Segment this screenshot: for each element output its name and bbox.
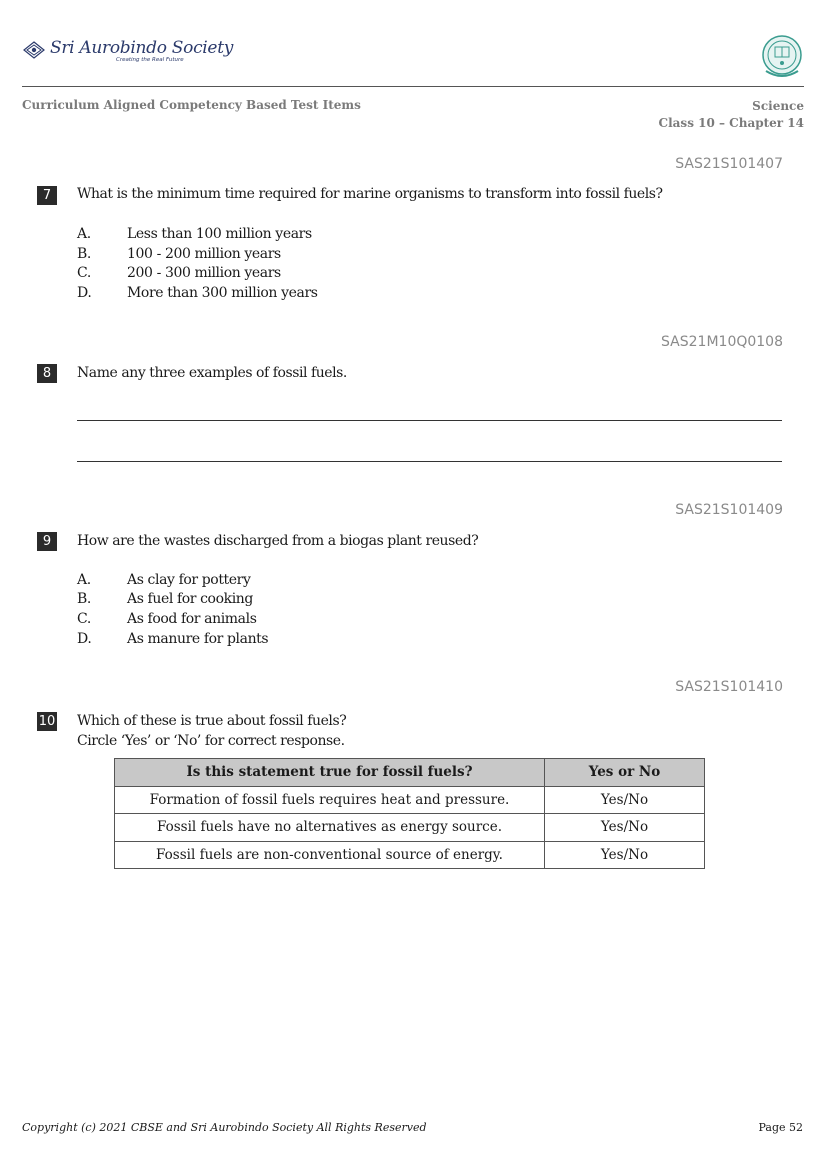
question-number: 7: [37, 186, 57, 205]
option-text: As fuel for cooking: [127, 591, 253, 607]
option-text: As clay for pottery: [127, 572, 251, 588]
answer-line[interactable]: [77, 420, 782, 421]
option-letter: A.: [77, 226, 91, 242]
option-letter: D.: [77, 285, 92, 301]
question-code: SAS21M10Q0108: [661, 334, 783, 350]
table-header: Is this statement true for fossil fuels?: [115, 759, 545, 787]
subject-label: Science: [752, 99, 804, 113]
sri-aurobindo-society-logo: [22, 38, 234, 68]
yes-no-cell[interactable]: Yes/No: [545, 786, 705, 814]
table-row: [115, 841, 705, 869]
question-instruction: Circle ‘Yes’ or ‘No’ for correct response.: [77, 733, 345, 749]
table-row: [115, 786, 705, 814]
option-text: 100 - 200 million years: [127, 246, 281, 262]
option-letter: B.: [77, 591, 91, 607]
cbse-emblem-icon: [760, 33, 804, 81]
true-false-table: [114, 758, 705, 869]
option-letter: B.: [77, 246, 91, 262]
question-number: 10: [38, 714, 56, 729]
cbse-logo: [760, 33, 804, 81]
option-text: More than 300 million years: [127, 285, 318, 301]
header-divider: [22, 86, 804, 87]
table-row: [115, 814, 705, 842]
option-text: As food for animals: [127, 611, 257, 627]
question-code: SAS21S101410: [675, 679, 783, 695]
option-letter: C.: [77, 265, 91, 281]
option-text: Less than 100 million years: [127, 226, 312, 242]
option-letter: C.: [77, 611, 91, 627]
copyright-notice: Copyright (c) 2021 CBSE and Sri Aurobindo Society All Rights Reserved: [22, 1121, 427, 1134]
question-text: Which of these is true about fossil fuels?: [77, 713, 347, 729]
question-number: 8: [37, 364, 57, 383]
question-code: SAS21S101409: [675, 502, 783, 518]
yes-no-cell[interactable]: Yes/No: [545, 814, 705, 842]
question-text: What is the minimum time required for marine organisms to transform into fossil fuels?: [77, 186, 663, 202]
statement-cell: Fossil fuels have no alternatives as energy source.: [115, 814, 545, 842]
logo-tagline: Creating the Real Future: [116, 57, 184, 63]
lotus-emblem-icon: [22, 40, 46, 60]
option-letter: A.: [77, 572, 91, 588]
question-text: Name any three examples of fossil fuels.: [77, 365, 347, 381]
answer-line[interactable]: [77, 461, 782, 462]
question-number: 9: [37, 532, 57, 551]
subject-block: [659, 98, 804, 132]
class-chapter-label: Class 10 – Chapter 14: [658, 116, 804, 130]
table-header: Yes or No: [545, 759, 705, 787]
logo-text: Sri Aurobindo Society: [50, 38, 234, 58]
option-text: As manure for plants: [127, 631, 269, 647]
option-text: 200 - 300 million years: [127, 265, 281, 281]
yes-no-cell[interactable]: Yes/No: [545, 841, 705, 869]
statement-cell: Formation of fossil fuels requires heat and pressure.: [115, 786, 545, 814]
option-letter: D.: [77, 631, 92, 647]
table-header-row: [115, 759, 705, 787]
page-number: Page 52: [758, 1121, 803, 1134]
question-text: How are the wastes discharged from a biogas plant reused?: [77, 533, 479, 549]
question-code: SAS21S101407: [675, 156, 783, 172]
statement-cell: Fossil fuels are non-conventional source of energy.: [115, 841, 545, 869]
document-series-title: Curriculum Aligned Competency Based Test Items: [22, 98, 361, 112]
